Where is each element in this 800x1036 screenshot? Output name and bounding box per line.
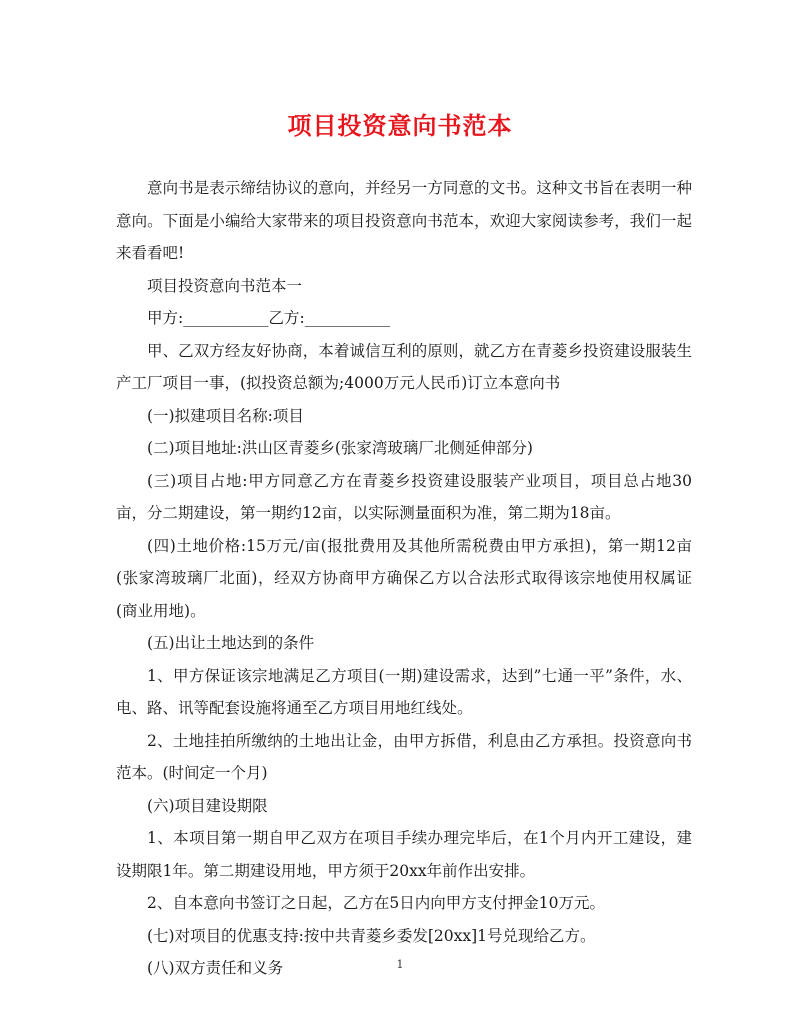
page-number: 1 — [396, 958, 404, 971]
paragraph-preamble: 甲、乙双方经友好协商，本着诚信互利的原则，就乙方在青菱乡投资建设服装生产工厂项目一事，(拟投资总额为;4000万元人民币)订立本意向书 — [116, 341, 692, 392]
paragraph-item-6-clause-1: 1、本项目第一期自甲乙双方在项目手续办理完毕后，在1个月内开工建设，建设期限1年。第二期建设用地，甲方须于20xx年前作出安排。 — [116, 829, 692, 880]
paragraph-item-1: (一)拟建项目名称:项目 — [147, 406, 304, 425]
paragraph-intro: 意向书是表示缔结协议的意向，并经另一方同意的文书。这种文书旨在表明一种意向。下面是小编给大家带来的项目投资意向书范本，欢迎大家阅读参考，我们一起来看看吧! — [116, 179, 692, 262]
paragraph-item-5: (五)出让土地达到的条件 — [147, 634, 315, 652]
paragraph-item-2: (二)项目地址:洪山区青菱乡(张家湾玻璃厂北侧延伸部分) — [147, 439, 533, 457]
paragraph-item-5-clause-2: 2、土地挂拍所缴纳的土地出让金，由甲方拆借，利息由乙方承担。投资意向书范本。(时间定一个月) — [116, 731, 692, 782]
document-body — [116, 172, 692, 985]
paragraph-item-6-clause-2: 2、自本意向书签订之日起，乙方在5日内向甲方支付押金10万元。 — [147, 894, 605, 912]
paragraph-item-7: (七)对项目的优惠支持:按中共青菱乡委发[20xx]1号兑现给乙方。 — [147, 926, 596, 945]
paragraph-item-8: (八)双方责任和义务 — [147, 959, 284, 977]
paragraph-parties: 甲方:___________乙方:___________ — [147, 309, 390, 327]
paragraph-item-5-clause-1: 1、甲方保证该宗地满足乙方项目(一期)建设需求，达到”七通一平”条件，水、电、路、讯等配套设施将通至乙方项目用地红线处。 — [116, 666, 692, 717]
document-title: 项目投资意向书范本 — [287, 111, 513, 140]
paragraph-item-3: (三)项目占地:甲方同意乙方在青菱乡投资建设服装产业项目，项目总占地30亩，分二期建设，第一期约12亩，以实际测量面积为准，第二期为18亩。 — [116, 471, 692, 522]
paragraph-item-6: (六)项目建设期限 — [147, 796, 268, 815]
paragraph-sample-heading: 项目投资意向书范本一 — [147, 276, 303, 295]
paragraph-item-4: (四)土地价格:15万元/亩(报批费用及其他所需税费由甲方承担)，第一期12亩(张家湾玻璃厂北面)，经双方协商甲方确保乙方以合法形式取得该宗地使用权属证(商业用地)。 — [116, 536, 692, 620]
